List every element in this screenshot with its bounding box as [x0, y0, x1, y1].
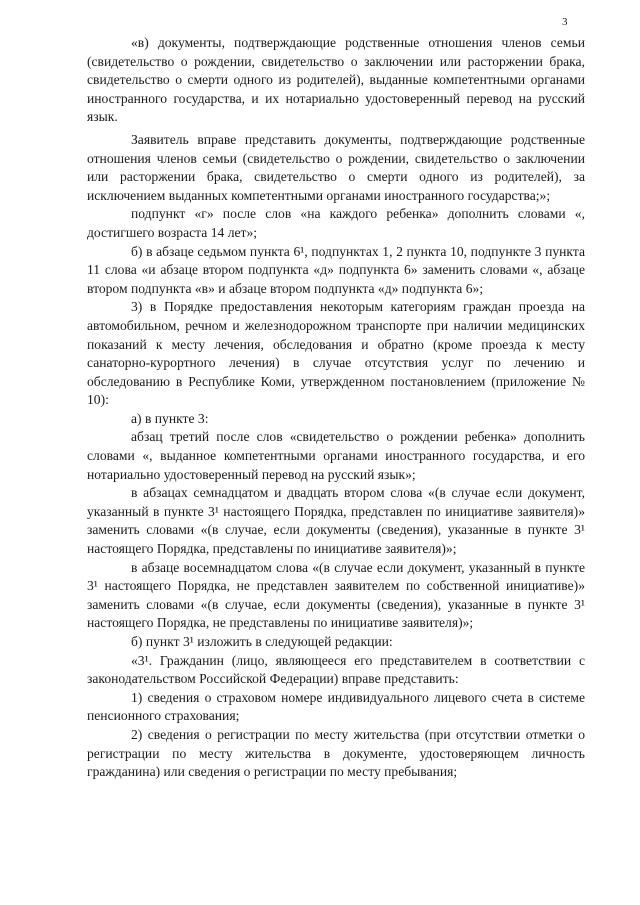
page-number: 3: [562, 16, 568, 28]
document-body: [87, 34, 585, 782]
paragraph: 2) сведения о регистрации по месту жительства (при отсутствии отметки о регистрации по месту жительства в документе, удостоверяющем личность гражданина) или сведения о регистрации по месту пребывания;: [87, 726, 585, 780]
paragraph: 3) в Порядке предоставления некоторым категориям граждан проезда на автомобильном, речном и железнодорожном транспорте при наличии медицинских показаний к месту лечения, обследования и обратно (кроме проезда к месту санаторно-курортного лечения) в случае отсутствия услуг по лечению и обследованию в Республике Коми, утвержденном постановлением (приложение № 10):: [87, 299, 585, 408]
paragraph: б) в абзаце седьмом пункта 6¹, подпунктах 1, 2 пункта 10, подпункте 3 пункта 11 слова «и абзаце втором подпункта «д» подпункта 6» заменить словами «, абзаце втором подпункта «в» и абзаце втором подпункта «д» подпункта 6»;: [87, 243, 585, 296]
paragraph: а) в пункте 3:: [131, 410, 209, 426]
paragraph: в абзацах семнадцатом и двадцать втором слова «(в случае если документ, указанный в пункте 3¹ настоящего Порядка, представлен по инициативе заявителя)» заменить словами «(в случае, если документы (сведения), указанные в пункте 3¹ настоящего Порядка, представлены по инициативе заявителя)»;: [87, 485, 585, 557]
paragraph: б) пункт 3¹ изложить в следующей редакции:: [131, 634, 393, 649]
paragraph: абзац третий после слов «свидетельство о рождении ребенка» дополнить словами «, выданное компетентными органами иностранного государства, и его нотариально удостоверенный перевод на русский язык»;: [87, 429, 585, 482]
paragraph: «в) документы, подтверждающие родственные отношения членов семьи (свидетельство о рождении, свидетельство о заключении или расторжении брака, свидетельство о смерти одного из родителей), выданные компетентными органами иностранного государства, и их нотариально удостоверенный перевод на русский язык.: [87, 35, 585, 125]
paragraph: в абзаце восемнадцатом слова «(в случае если документ, указанный в пункте 3¹ настоящего Порядка, не представлен заявителем по собственной инициативе)» заменить словами «(в случае, если документы (сведения), указанные в пункте 3¹ настоящего Порядка, не представлены по инициативе заявителя)»;: [87, 559, 585, 631]
paragraph: 1) сведения о страховом номере индивидуального лицевого счета в системе пенсионного страхования;: [87, 689, 585, 724]
paragraph: подпункт «г» после слов «на каждого ребенка» дополнить словами «, достигшего возраста 14 лет»;: [87, 206, 585, 240]
paragraph: Заявитель вправе представить документы, подтверждающие родственные отношения членов семьи (свидетельство о рождении, свидетельство о заключении или расторжении брака, свидетельство о смерти одного из родителей), за исключением выданных компетентными органами иностранного государства;»;: [87, 131, 585, 203]
paragraph: «3¹. Гражданин (лицо, являющееся его представителем в соответствии с законодательством Российской Федерации) вправе представить:: [87, 652, 585, 687]
